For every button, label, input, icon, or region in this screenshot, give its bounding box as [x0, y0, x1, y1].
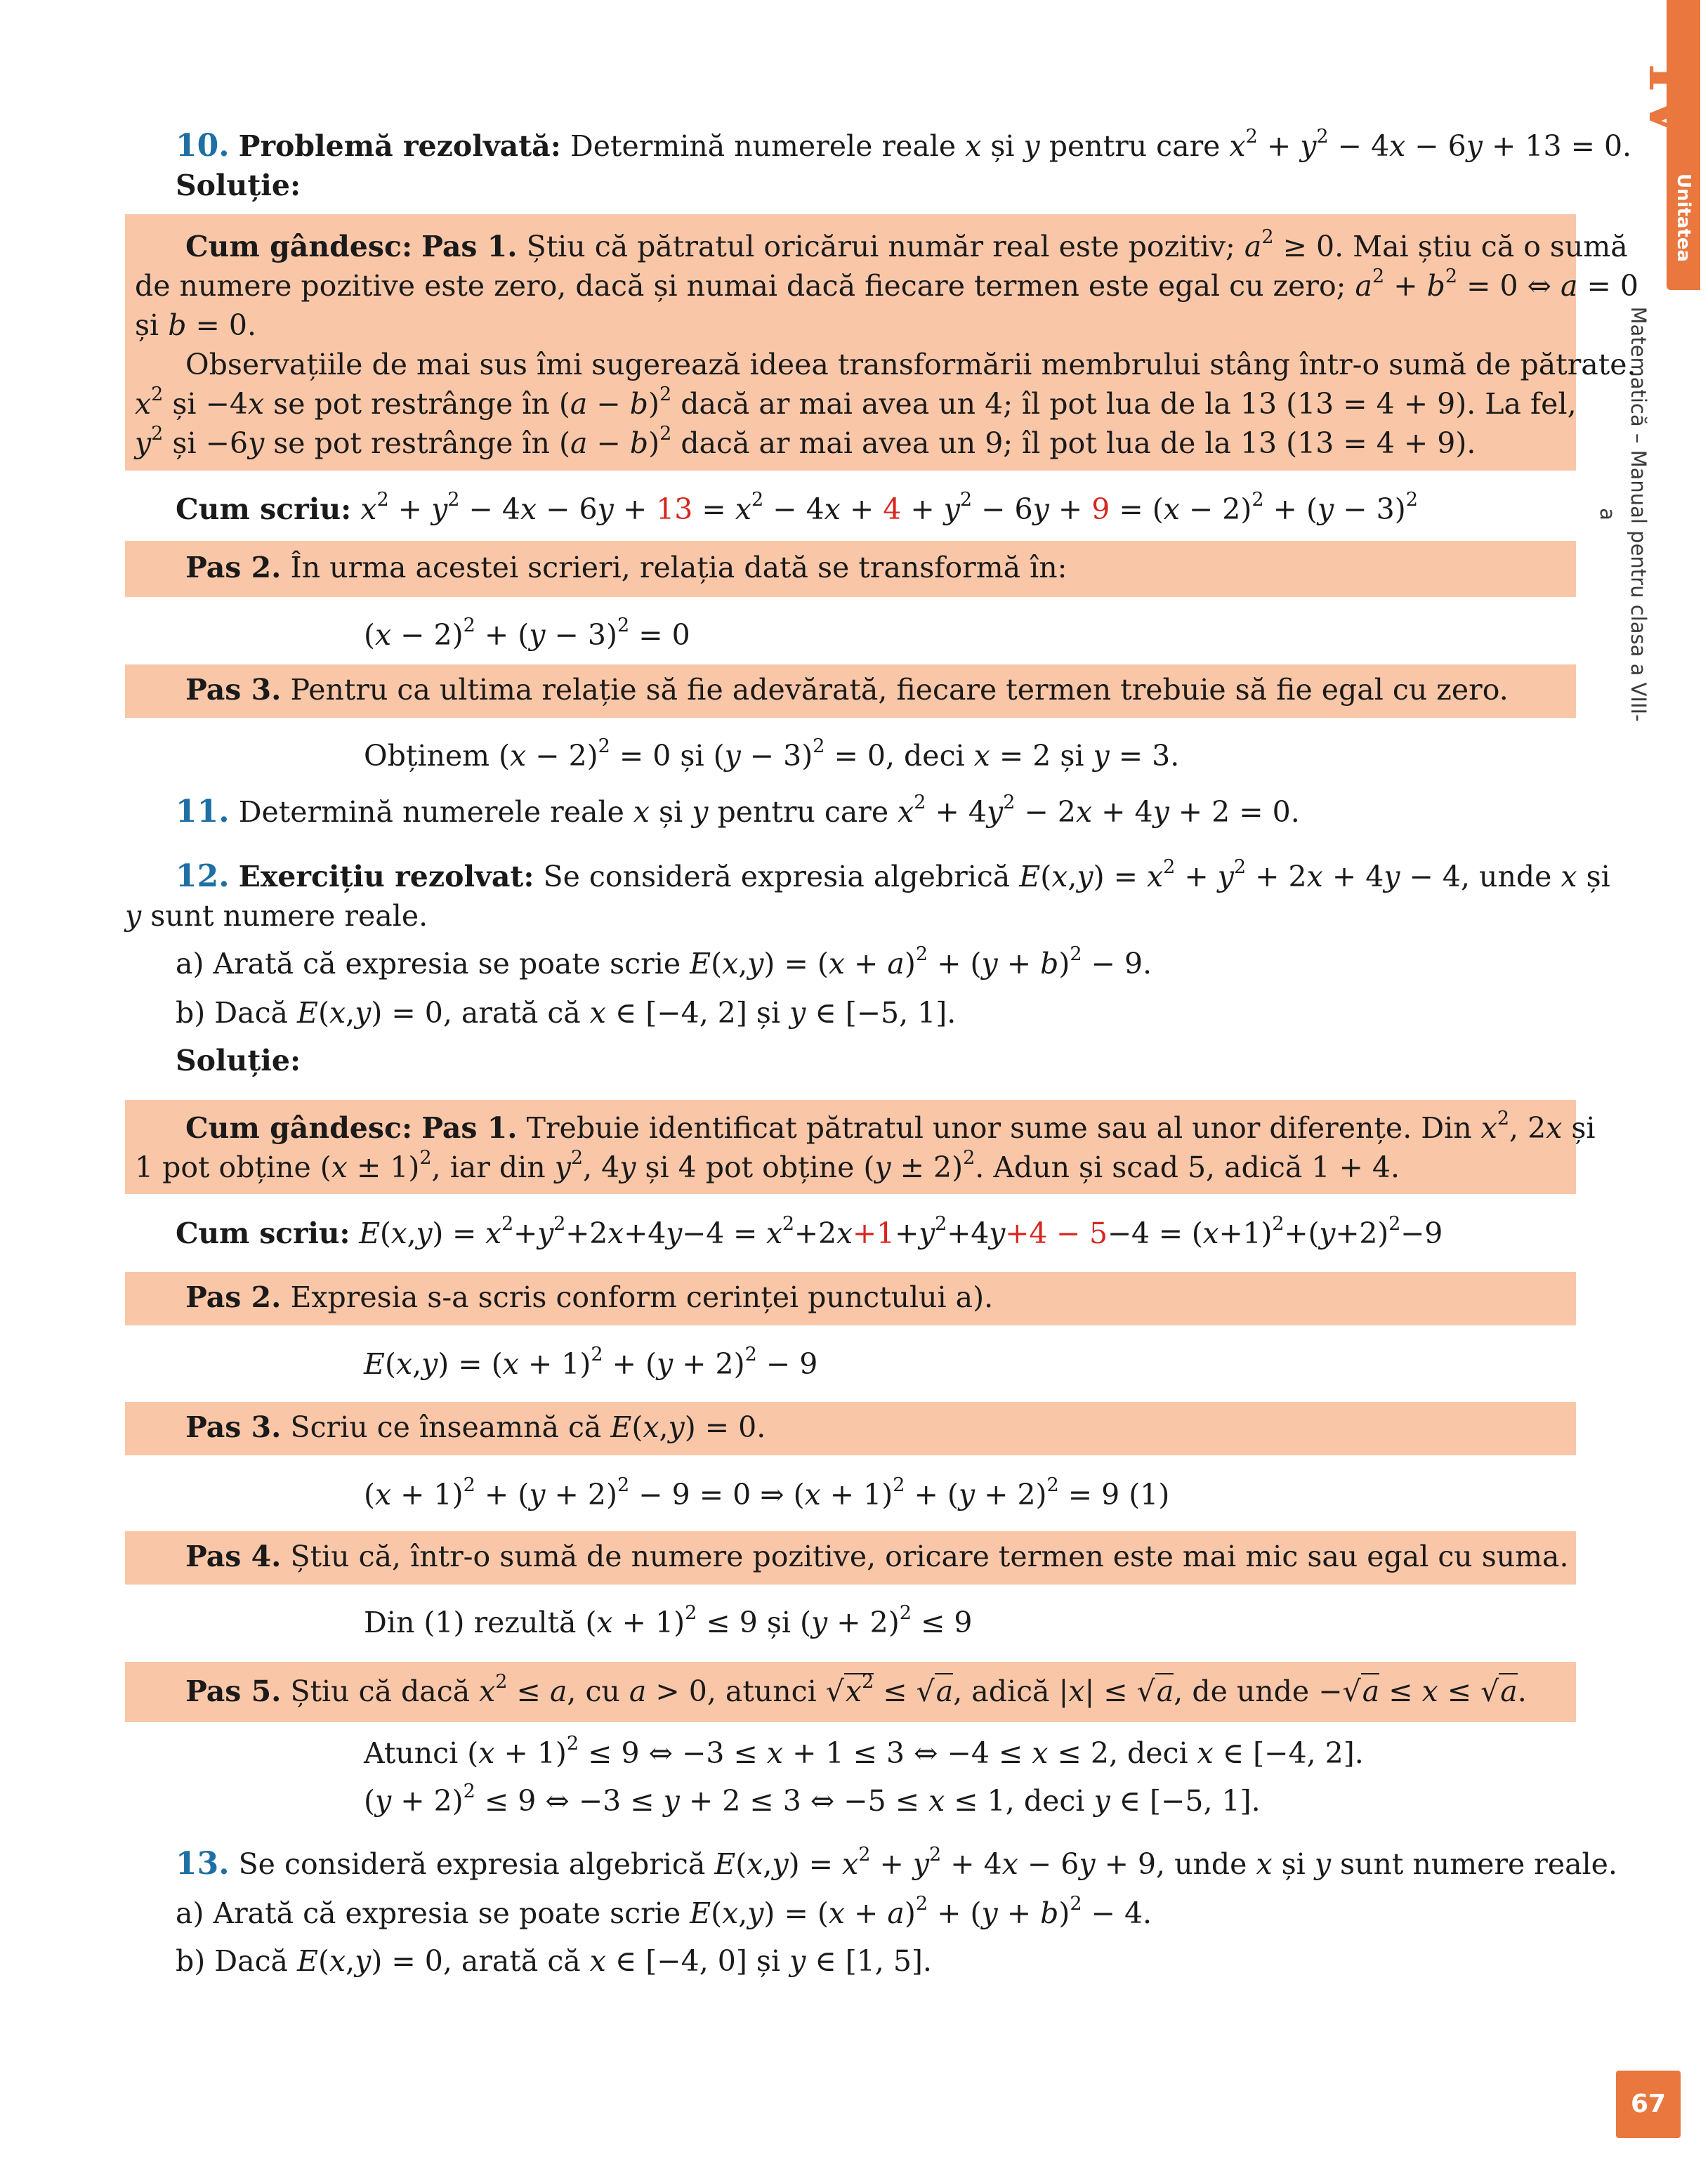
- step-label: Pas 3.: [185, 673, 282, 707]
- think-line-6: $y^2$ și −6y se pot restrânge în $(a - b)^2$ dacă ar mai avea un 9; îl pot lua de la 13 (13 = 4 + 9).: [135, 423, 1476, 460]
- think-label: Cum gândesc:: [185, 230, 413, 263]
- step-5-text: Pas 5. Știu că dacă $x^2 \le a$, cu a > 0, atunci $√x^2 \le √a$, adică |x| ≤ √a, de unde −√a ≤ x ≤ √a.: [185, 1671, 1527, 1708]
- step-label: Pas 5.: [185, 1674, 282, 1708]
- equation: Din (1) rezultă $(x + 1)^2 \le 9$ și $(y + 2)^2 \le 9$: [364, 1602, 973, 1639]
- step-label: Pas 2.: [185, 1280, 282, 1314]
- think-box: [125, 1100, 1596, 1194]
- problem-12-part-a: a) Arată că expresia se poate scrie $E(x,y) = (x + a)^2 + (y + b)^2 - 9$.: [176, 943, 1152, 981]
- write-label: Cum scriu:: [176, 492, 352, 526]
- write-label: Cum scriu:: [176, 1217, 350, 1250]
- problem-13-statement: 13. Se consideră expresia algebrică $E(x,y) = x^2 + y^2 + 4x - 6y + 9$, unde x și y sunt numere reale.: [176, 1844, 1617, 1882]
- step-3-box: [125, 1402, 1576, 1455]
- page-number: 67: [1616, 2071, 1681, 2138]
- step-3-text: Pas 3. Pentru ca ultima relație să fie adevărată, fiecare termen trebuie să fie egal cu zero.: [185, 673, 1509, 707]
- step-5-box: [125, 1662, 1576, 1722]
- step-3-text: Pas 3. Scriu ce înseamnă că E(x,y) = 0.: [185, 1410, 766, 1444]
- problem-number: 12.: [176, 858, 230, 894]
- problem-heading: Exercițiu rezolvat:: [238, 860, 534, 893]
- write-line: Cum scriu: $x^2 + y^2 - 4x - 6y + 13 = x^2 - 4x + 4 + y^2 - 6y + 9 = (x - 2)^2 + (y - 3)^2$: [176, 489, 1418, 526]
- problem-10-statement: 10. Problemă rezolvată: Determină numerele reale x și y pentru care $x^2 + y^2 - 4x - 6y + 13 = 0$.: [176, 126, 1632, 164]
- step-label: Pas 2.: [185, 551, 282, 584]
- solution-label: Soluție:: [176, 169, 301, 202]
- think-line-3: și b = 0.: [135, 308, 256, 342]
- write-line: Cum scriu: $E(x,y) = x^2+y^2+2x+4y-4 = x^2+2x+1+y^2+4y+4 - 5-4 = (x+1)^2+(y+2)^2-9$: [176, 1213, 1443, 1250]
- equation: $(x + 1)^2 + (y + 2)^2 - 9 = 0$ ⇒ $(x + 1)^2 + (y + 2)^2 = 9$ (1): [364, 1474, 1170, 1512]
- step-4-text: Pas 4. Știu că, într-o sumă de numere pozitive, oricare termen este mai mic sau egal cu suma.: [185, 1540, 1569, 1573]
- result-line: Obținem $(x - 2)^2 = 0$ și $(y - 3)^2 = 0$, deci x = 2 și y = 3.: [364, 735, 1180, 773]
- step-2-text: Pas 2. În urma acestei scrieri, relația dată se transformă în:: [185, 551, 1068, 584]
- think-line-5: $x^2$ și −4x se pot restrânge în $(a - b)^2$ dacă ar mai avea un 4; îl pot lua de la 13 (13 = 4 + 9). La fel,: [135, 383, 1577, 421]
- think-box: [125, 214, 1638, 471]
- problem-number: 10.: [176, 128, 230, 164]
- solution-label: Soluție:: [176, 1044, 301, 1077]
- step-2-text: Pas 2. Expresia s-a scris conform cerinței punctului a).: [185, 1280, 994, 1314]
- think-line-2: 1 pot obține $(x \pm 1)^2$, iar din $y^2$, 4y și 4 pot obține $(y \pm 2)^2$. Adun și scad 5, adică 1 + 4.: [135, 1147, 1400, 1184]
- step-4-box: [125, 1531, 1576, 1585]
- unit-number: IV: [1635, 63, 1708, 140]
- think-line-2: de numere pozitive este zero, dacă și numai dacă fiecare termen este egal cu zero; $a^2 + b^2 = 0$ ⇔ a = 0: [135, 265, 1638, 303]
- equation: $(y + 2)^2 \le 9$ ⇔ −3 ≤ y + 2 ≤ 3 ⇔ −5 ≤ x ≤ 1, deci y ∈ [−5, 1].: [364, 1781, 1261, 1818]
- unit-label: Unitatea: [1673, 173, 1694, 263]
- think-label: Cum gândesc:: [185, 1111, 413, 1145]
- problem-heading: Problemă rezolvată:: [238, 129, 561, 163]
- problem-11-statement: 11. Determină numerele reale x și y pentru care $x^2 + 4y^2 - 2x + 4y + 2 = 0$.: [176, 792, 1300, 830]
- problem-13-part-a: a) Arată că expresia se poate scrie $E(x,y) = (x + a)^2 + (y + b)^2 - 4$.: [176, 1893, 1152, 1930]
- book-title: Matematică – Manual pentru clasa a VIII-a: [1596, 306, 1650, 722]
- step-2-box: [125, 1272, 1576, 1325]
- problem-12-statement: 12. Exercițiu rezolvat: Se consideră expresia algebrică $E(x,y) = x^2 + y^2 + 2x + 4y - 4$, unde x și: [176, 856, 1610, 894]
- think-line-1: Cum gândesc: Pas 1. Trebuie identificat pătratul unor sume sau al unor diferențe. Din $x^2$, 2x și: [185, 1108, 1596, 1145]
- step-2-box: [125, 541, 1576, 597]
- problem-12-part-b: b) Dacă E(x,y) = 0, arată că x ∈ [−4, 2] și y ∈ [−5, 1].: [176, 996, 957, 1030]
- problem-12-statement-cont: y sunt numere reale.: [125, 899, 428, 933]
- think-line-1: Cum gândesc: Pas 1. Știu că pătratul oricărui număr real este pozitiv; $a^2 \ge 0$. Mai știu că o sumă: [185, 226, 1628, 263]
- step-label: Pas 4.: [185, 1540, 282, 1573]
- equation: Atunci $(x + 1)^2 \le 9$ ⇔ −3 ≤ x + 1 ≤ 3 ⇔ −4 ≤ x ≤ 2, deci x ∈ [−4, 2].: [364, 1733, 1364, 1770]
- step-label: Pas 3.: [185, 1410, 282, 1444]
- problem-number: 11.: [176, 794, 230, 830]
- problem-number: 13.: [176, 1846, 230, 1882]
- equation: $(x - 2)^2 + (y - 3)^2 = 0$: [364, 615, 690, 652]
- step-label: Pas 1.: [421, 230, 518, 263]
- problem-13-part-b: b) Dacă E(x,y) = 0, arată că x ∈ [−4, 0] și y ∈ [1, 5].: [176, 1944, 932, 1978]
- step-label: Pas 1.: [421, 1111, 518, 1145]
- equation: $E(x,y) = (x + 1)^2 + (y + 2)^2 - 9$: [364, 1344, 818, 1381]
- think-line-4: Observațiile de mai sus îmi sugerează ideea transformării membrului stâng într-o sumă de pătrate.: [185, 348, 1636, 381]
- step-3-box: [125, 664, 1576, 718]
